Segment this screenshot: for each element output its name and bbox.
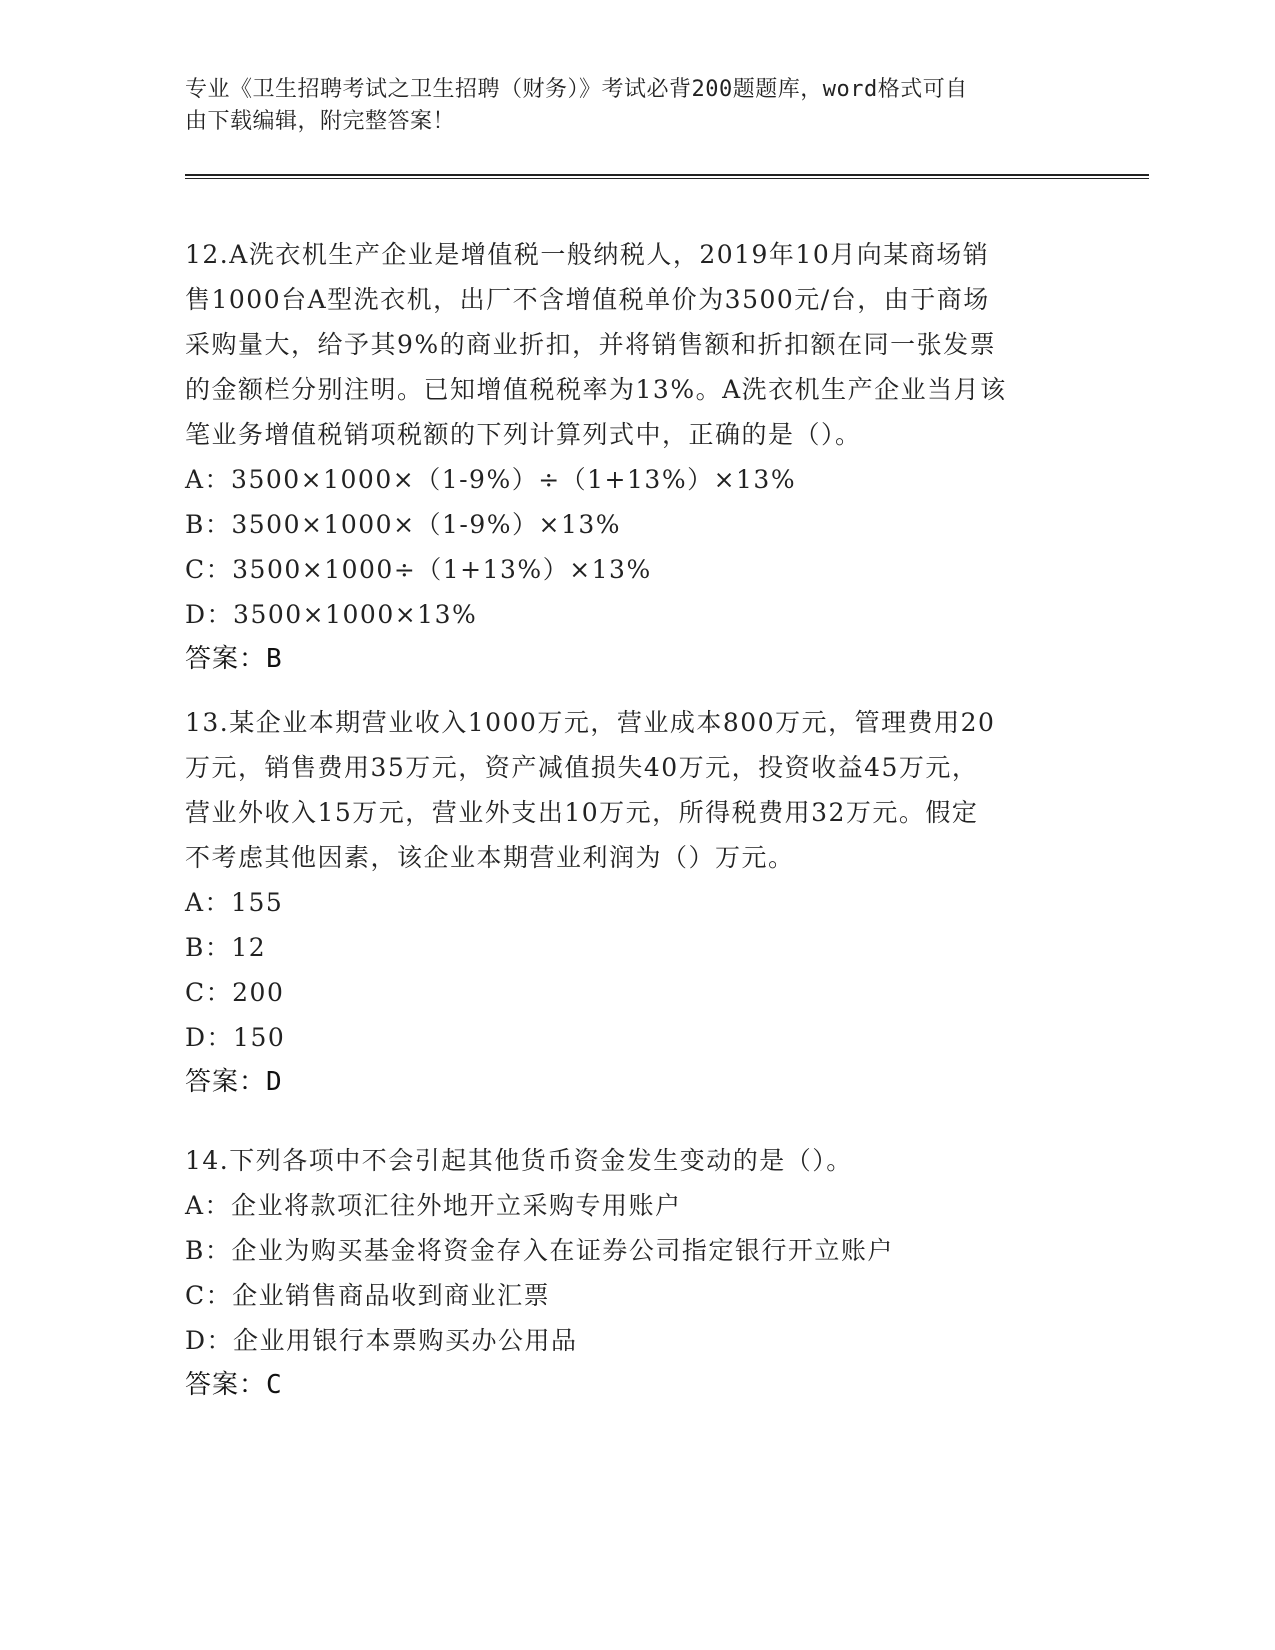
option-c: C：3500×1000÷（1+13%）×13% xyxy=(185,555,652,584)
question-stem-line: 采购量大，给予其9%的商业折扣，并将销售额和折扣额在同一张发票 xyxy=(185,330,997,359)
question-12 xyxy=(185,232,1085,682)
option-a: A：155 xyxy=(185,888,284,917)
option-d: D：150 xyxy=(185,1023,286,1052)
header-line: 由下载编辑，附完整答案！ xyxy=(185,109,456,134)
question-stem-line: 笔业务增值税销项税额的下列计算列式中，正确的是（）。 xyxy=(185,420,862,449)
option-d: D：3500×1000×13% xyxy=(185,600,478,629)
question-stem-line: 营业外收入15万元，营业外支出10万元，所得税费用32万元。假定 xyxy=(185,798,979,827)
header-divider xyxy=(185,174,1149,179)
option-c: C：企业销售商品收到商业汇票 xyxy=(185,1281,551,1310)
option-b: B：企业为购买基金将资金存入在证券公司指定银行开立账户 xyxy=(185,1236,894,1265)
question-stem-line: 万元，销售费用35万元，资产减值损失40万元，投资收益45万元， xyxy=(185,753,979,782)
answer-line: 答案：C xyxy=(185,1370,283,1400)
document-header xyxy=(185,74,1065,138)
option-a: A：企业将款项汇往外地开立采购专用账户 xyxy=(185,1191,682,1220)
question-stem-line: 的金额栏分别注明。已知增值税税率为13%。A洗衣机生产企业当月该 xyxy=(185,375,1007,404)
answer-line: 答案：B xyxy=(185,644,283,674)
answer-line: 答案：D xyxy=(185,1067,283,1097)
header-line: 专业《卫生招聘考试之卫生招聘（财务）》考试必背200题题库，word格式可自 xyxy=(185,77,968,102)
option-b: B：12 xyxy=(185,933,267,962)
question-stem-line: 不考虑其他因素，该企业本期营业利润为（）万元。 xyxy=(185,843,795,872)
option-d: D：企业用银行本票购买办公用品 xyxy=(185,1326,578,1355)
option-b: B：3500×1000×（1-9%）×13% xyxy=(185,510,622,539)
question-stem-line: 售1000台A型洗衣机，出厂不含增值税单价为3500元/台，由于商场 xyxy=(185,285,990,314)
question-stem-line: 14.下列各项中不会引起其他货币资金发生变动的是（）。 xyxy=(185,1146,853,1175)
option-c: C：200 xyxy=(185,978,285,1007)
question-stem-line: 12.A洗衣机生产企业是增值税一般纳税人，2019年10月向某商场销 xyxy=(185,240,990,269)
question-14 xyxy=(185,1138,1085,1408)
question-stem-line: 13.某企业本期营业收入1000万元，营业成本800万元，管理费用20 xyxy=(185,708,996,737)
option-a: A：3500×1000×（1-9%）÷（1+13%）×13% xyxy=(185,465,797,494)
question-13 xyxy=(185,700,1085,1105)
